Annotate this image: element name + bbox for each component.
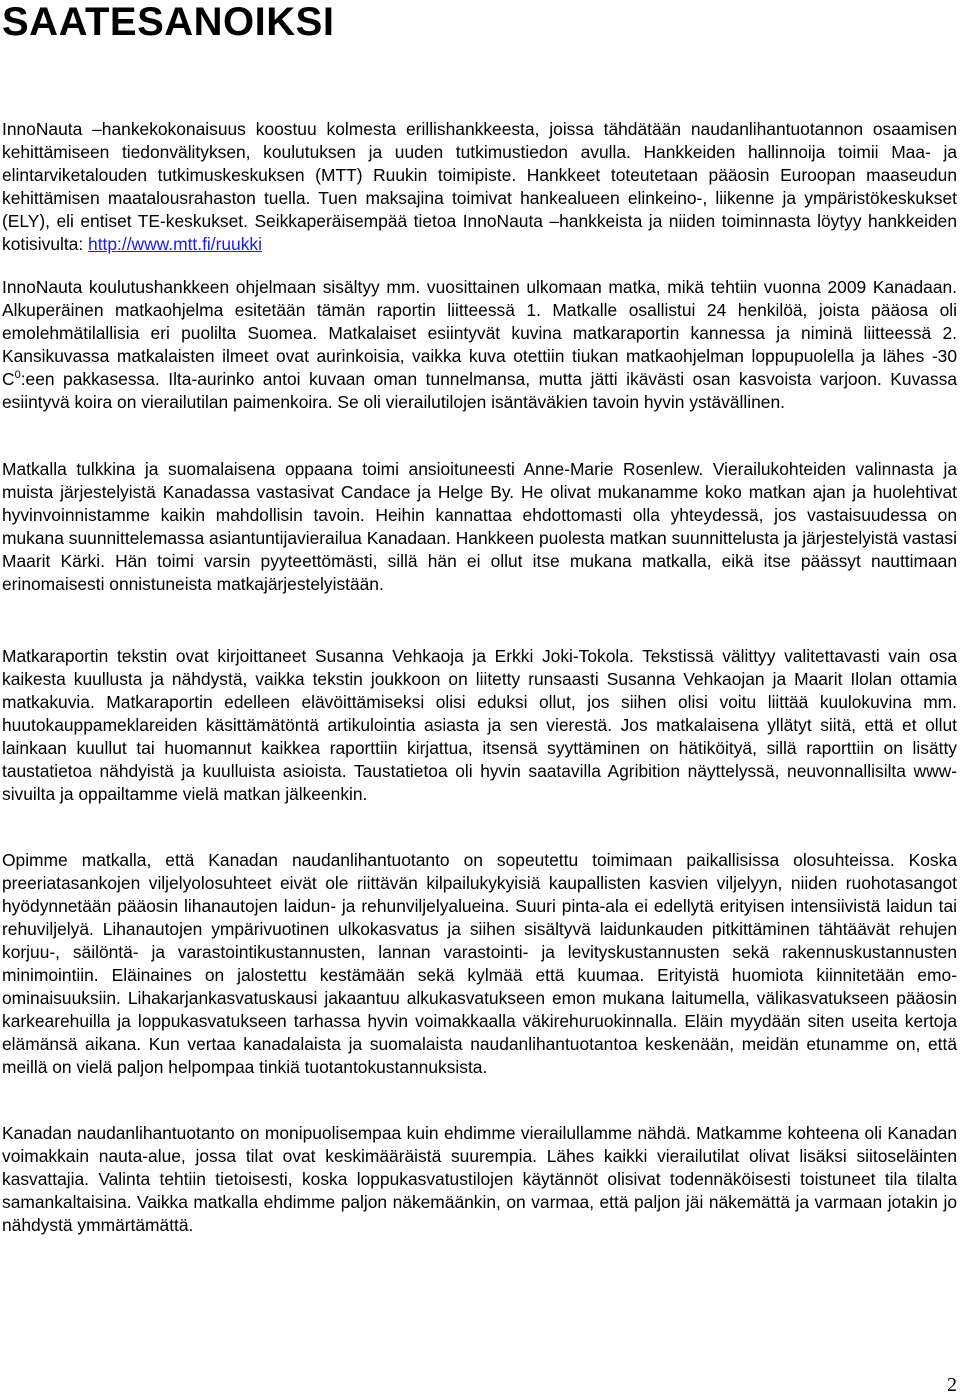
degree-superscript: 0 [14, 369, 21, 382]
paragraph-trip-program-text-end: :een pakkasessa. Ilta-aurinko antoi kuvaan oman tunnelmansa, mutta jätti ikävästi osan kasvoista varjoon. Kuvassa esiintyvä koira on vierailutilan paimenkoira. Se oli vierailutilojen isäntäväkien tavoin hyvin ystävällinen. [2, 369, 957, 412]
paragraph-guides: Matkalla tulkkina ja suomalaisena oppaana toimi ansioituneesti Anne-Marie Rosenlew. Vierailukohteiden valinnasta ja muista järjestelyistä Kanadassa vastasivat Candace ja Helge By. He olivat mukanamme koko matkan ajan ja huolehtivat hyvinvoinnistamme kaikin mahdollisin tavoin. Heihin kannattaa ehdottomasti olla yhteydessä, jos vastaisuudessa on mukana suunnittelemassa asiantuntijavierailua Kanadaan. Hankkeen puolesta matkan suunnittelusta ja järjestelyistä vastasi Maarit Kärki. Hän toimi varsin pyyteettömästi, sillä hän ei ollut itse mukana matkalla, eikä itse päässyt nauttimaan erinomaisesti onnistuneista matkajärjestelyistään. [2, 459, 957, 594]
paragraph-trip-program-text: InnoNauta koulutushankkeen ohjelmaan sisältyy mm. vuosittainen ulkomaan matka, mikä tehtiin vuonna 2009 Kanadaan. Alkuperäinen matkaohjelma esitetään tämän raportin liitteessä 1. Matkalle osallistui 24 henkilöä, joista pääosa oli emolehmätilallisia eri puolilta Suomea. Matkalaiset esiintyvät kuvina matkaraportin kannessa ja niminä liitteessä 2. Kansikuvassa matkalaisten ilmeet ovat aurinkoisia, vaikka kuva otettiin tiukan matkaohjelman loppupuolella ja lähes -30 C [2, 277, 957, 389]
page-title: SAATESANOIKSI [2, 0, 335, 44]
paragraph-trip-program [2, 276, 957, 414]
paragraph-intro-text: InnoNauta –hankekokonaisuus koostuu kolmesta erillishankkeesta, joissa tähdätään naudanlihantuotannon osaamisen kehittämiseen tiedonvälityksen, koulutuksen ja uuden tutkimustiedon avulla. Hankkeiden hallinnoija toimii Maa- ja elintarviketalouden tutkimuskeskuksen (MTT) Ruukin toimipiste. Hankkeet toteutetaan pääosin Euroopan maaseudun kehittämisen maatalousrahaston tuella. Tuen maksajina toimivat hankealueen elinkeino-, liikenne ja ympäristökeskukset (ELY), eli entiset TE-keskukset. Seikkaperäisempää tietoa InnoNauta –hankkeista ja niiden toiminnasta löytyy hankkeiden kotisivulta: [2, 119, 957, 254]
page-number: 2 [947, 1374, 957, 1396]
paragraph-conclusion: Kanadan naudanlihantuotanto on monipuolisempaa kuin ehdimme vierailullamme nähdä. Matkamme kohteena oli Kanadan voimakkain nauta-alue, jossa tilat ovat keskimääräistä suurempia. Lähes kaikki vierailutilat olivat lisäksi siitoseläinten kasvattajia. Valinta tehtiin tietoisesti, koska loppukasvatustilojen käytännöt olisivat todennäköisesti toistuneet tila tilalta samankaltaisina. Vaikka matkalla ehdimme paljon näkemäänkin, on varmaa, että paljon jäi näkemättä ja varmaan jotakin jo nähdystä ymmärtämättä. [2, 1123, 957, 1235]
paragraph-lessons: Opimme matkalla, että Kanadan naudanlihantuotanto on sopeutettu toimimaan paikallisissa olosuhteissa. Koska preeriatasankojen viljelyolosuhteet eivät ole riittävän kilpailukykyisiä kaupallisten kasvien viljelyyn, niiden ruohotasangot hyödynnetään pääosin lihanautojen laidun- ja rehunviljelyalueina. Suuri pinta-ala ei edellytä erityisen intensiivistä laidun tai rehuviljelyä. Lihanautojen ympärivuotinen ulkokasvatus ja siihen sisältyvä laidunkauden pitkittäminen tähtäävät rehujen korjuu-, säilöntä- ja varastointikustannusten, lannan varastointi- ja levityskustannusten sekä rakennuskustannusten minimointiin. Eläinaines on jalostettu kestämään sekä kylmää että kuumaa. Erityistä huomiota kiinnitetään emo-ominaisuuksiin. Lihakarjankasvatuskausi jakaantuu alkukasvatukseen emon mukana laitumella, välikasvatukseen pääosin karkearehuilla ja loppukasvatukseen tarhassa hyvin voimakkaalla väkirehuruokinnalla. Eläin myydään siten useita kertoja elämänsä aikana. Kun vertaa kanadalaista ja suomalaista naudanlihantuotantoa keskenään, meidän etunamme on, että meillä on vielä paljon helpompaa tinkiä tuotantokustannuksista. [2, 850, 957, 1077]
paragraph-intro [2, 118, 957, 256]
homepage-link[interactable]: http://www.mtt.fi/ruukki [88, 234, 262, 254]
paragraph-report-authors: Matkaraportin tekstin ovat kirjoittaneet Susanna Vehkaoja ja Erkki Joki-Tokola. Tekstissä välittyy valitettavasti vain osa kaikesta kuullusta ja nähdystä, vaikka tekstin joukkoon on liitetty runsaasti Susanna Vehkaojan ja Maarit Ilolan ottamia matkakuvia. Matkaraportin edelleen elävöittämiseksi olisi eduksi ollut, jos siihen olisi voitu liittää kuulokuvina mm. huutokauppameklareiden käsittämätöntä artikulointia asiasta ja sen vierestä. Jos matkalaisena yllätyt siitä, että et ollut lainkaan kuullut tai huomannut kaikkea raporttiin kirjattua, itsensä syyttäminen on hätiköityä, sillä raporttiin on lisätty taustatietoa nähdyistä ja kuulluista asioista. Taustatietoa oli hyvin saatavilla Agribition näyttelyssä, neuvonnallisilta www-sivuilta ja oppailtamme vielä matkan jälkeenkin. [2, 646, 957, 804]
